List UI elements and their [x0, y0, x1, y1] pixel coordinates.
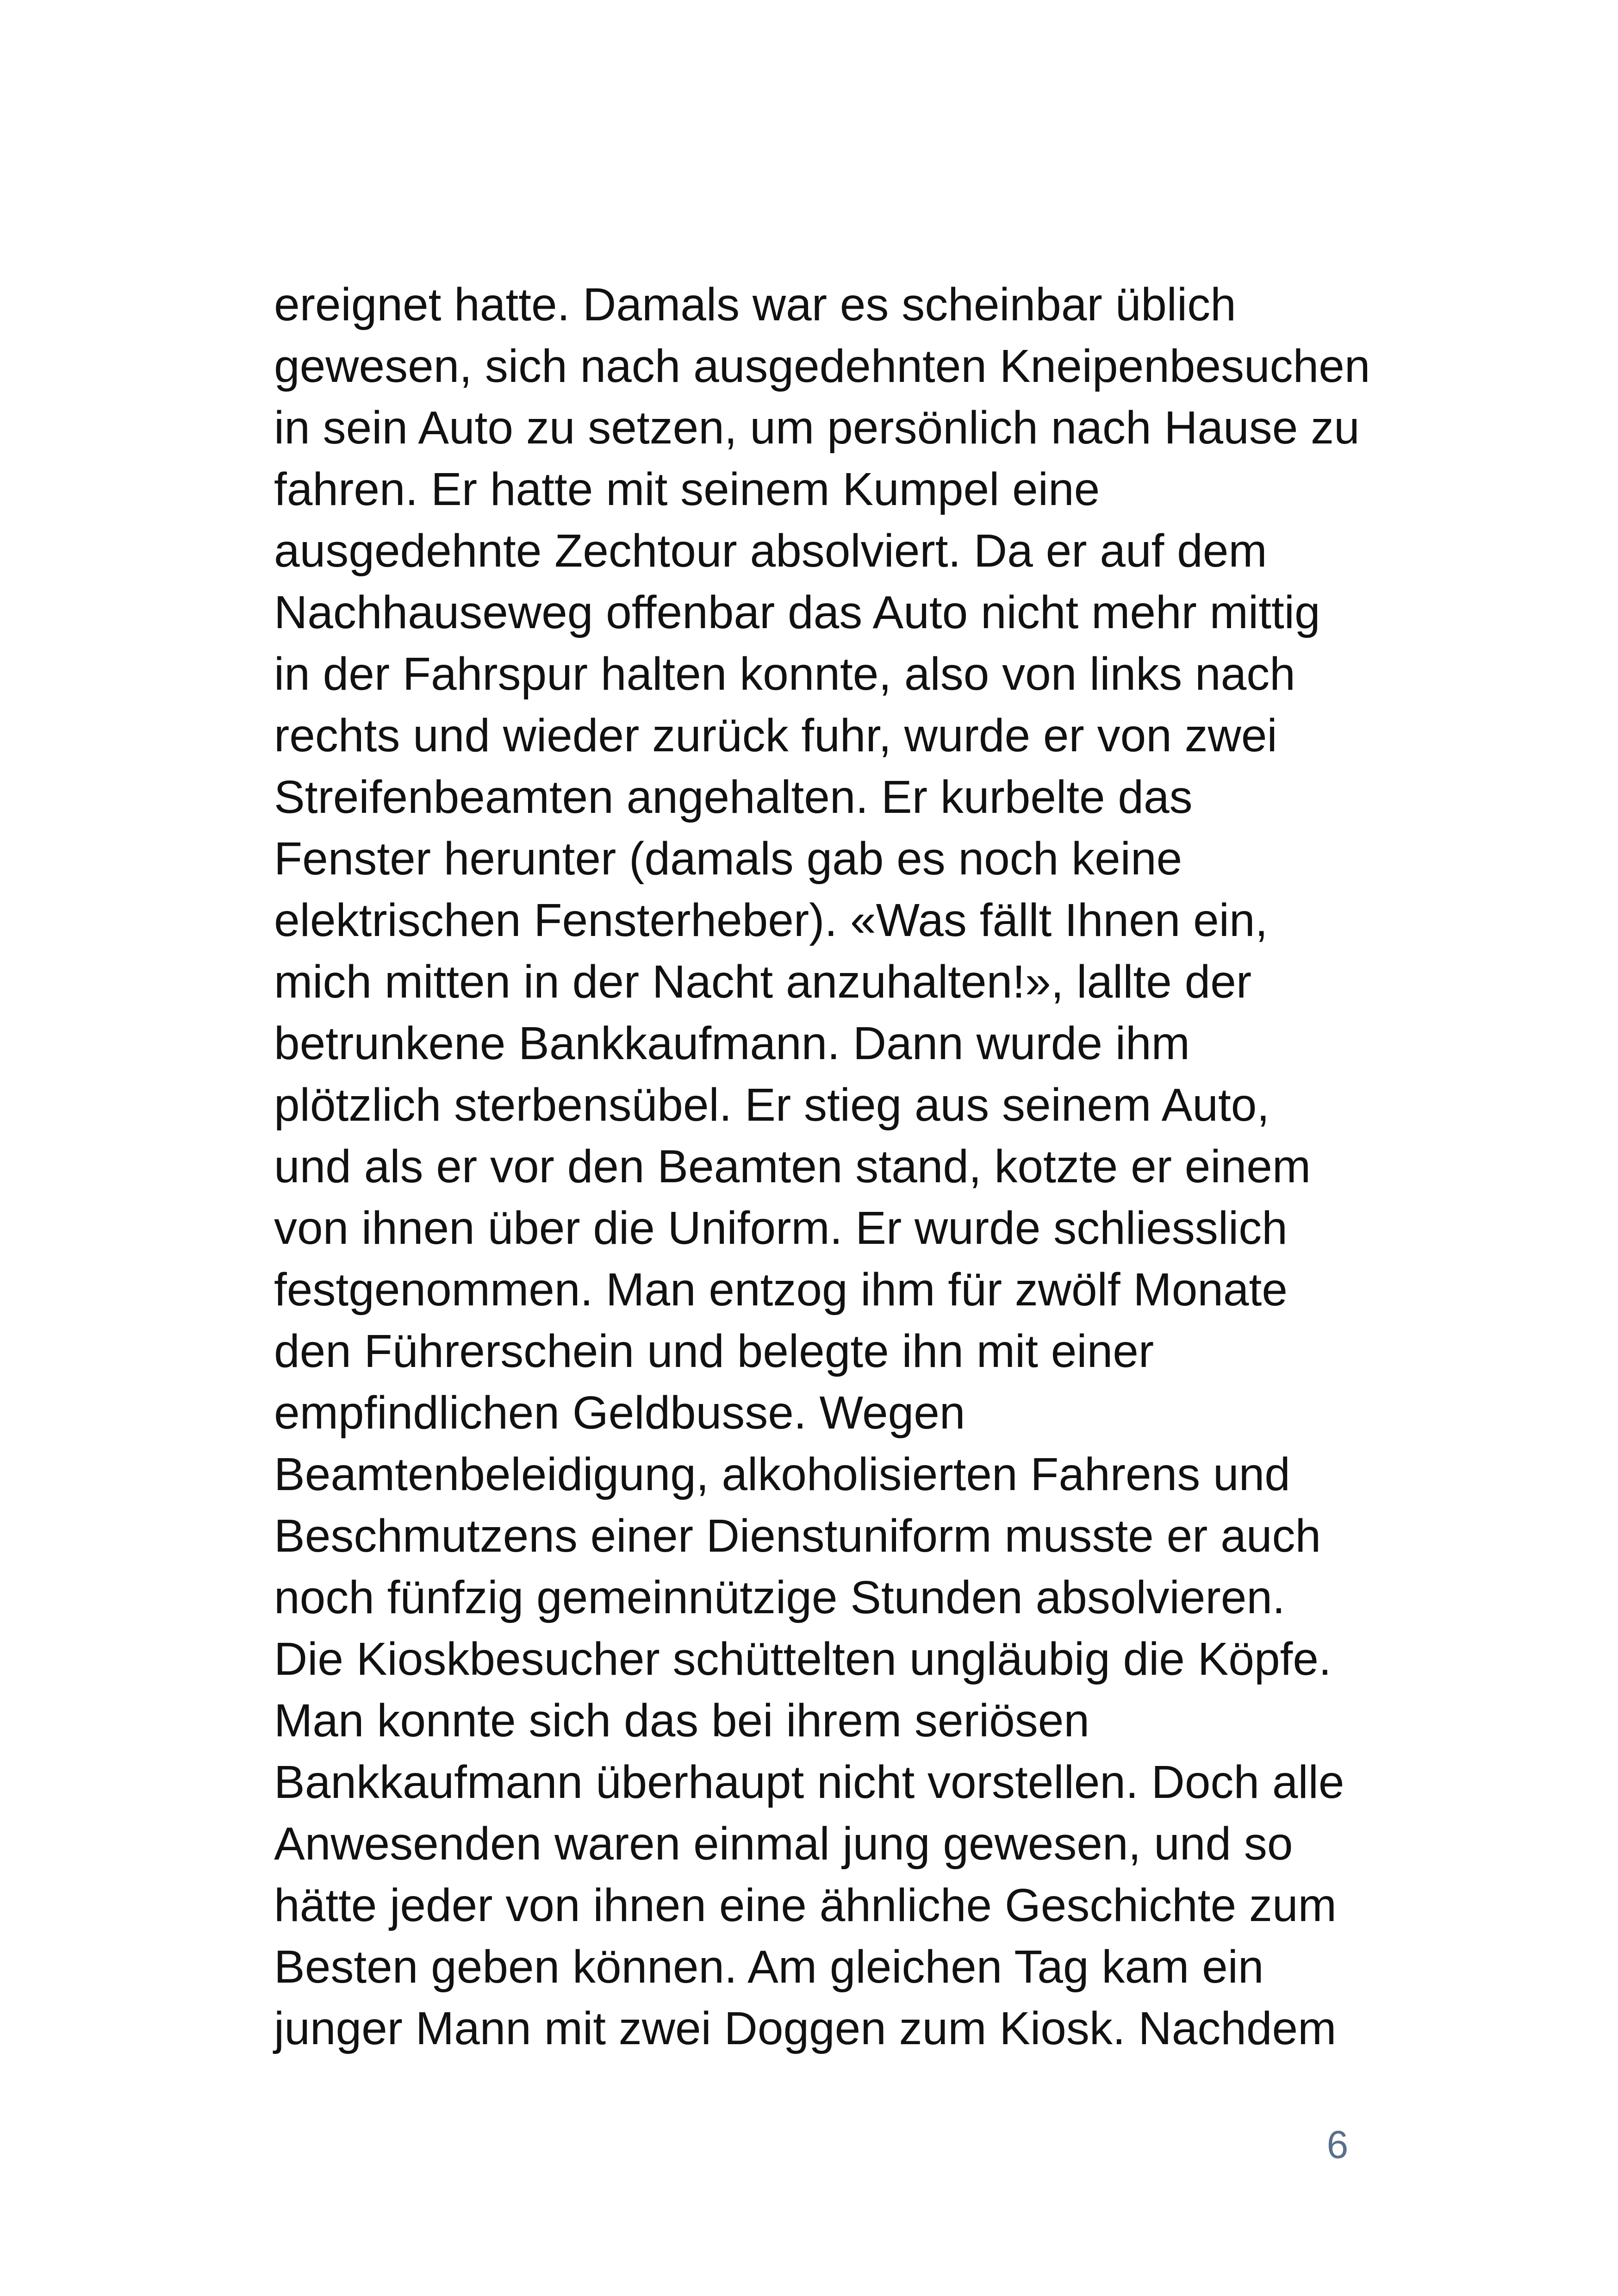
text-line: in sein Auto zu setzen, um persönlich nach Hause zu	[274, 402, 1360, 454]
text-line: Nachhauseweg offenbar das Auto nicht mehr mittig	[274, 586, 1320, 638]
text-line: festgenommen. Man entzog ihm für zwölf Monate	[274, 1264, 1288, 1316]
text-line: Beschmutzens einer Dienstuniform musste er auch	[274, 1510, 1321, 1562]
text-line: Die Kioskbesucher schüttelten ungläubig die Köpfe.	[274, 1633, 1332, 1685]
text-line: elektrischen Fensterheber). «Was fällt Ihnen ein,	[274, 894, 1268, 946]
text-line: Bankkaufmann überhaupt nicht vorstellen. Doch alle	[274, 1756, 1344, 1808]
page-number: 6	[1326, 2123, 1349, 2166]
text-line: rechts und wieder zurück fuhr, wurde er von zwei	[274, 710, 1277, 761]
text-line: ausgedehnte Zechtour absolviert. Da er auf dem	[274, 525, 1267, 577]
text-line: gewesen, sich nach ausgedehnten Kneipenbesuchen	[274, 340, 1370, 392]
text-line: junger Mann mit zwei Doggen zum Kiosk. Nachdem	[274, 2003, 1337, 2054]
text-line: noch fünfzig gemeinnützige Stunden absolvieren.	[274, 1572, 1285, 1623]
text-line: plötzlich sterbensübel. Er stieg aus seinem Auto,	[274, 1079, 1270, 1131]
text-line: Anwesenden waren einmal jung gewesen, und so	[274, 1818, 1293, 1870]
text-line: Man konnte sich das bei ihrem seriösen	[274, 1695, 1090, 1747]
text-line: mich mitten in der Nacht anzuhalten!», lallte der	[274, 956, 1252, 1008]
text-line: Streifenbeamten angehalten. Er kurbelte das	[274, 771, 1193, 823]
text-line: empfindlichen Geldbusse. Wegen	[274, 1387, 965, 1439]
text-line: betrunkene Bankkaufmann. Dann wurde ihm	[274, 1017, 1190, 1069]
text-line: den Führerschein und belegte ihn mit einer	[274, 1325, 1154, 1377]
text-line: von ihnen über die Uniform. Er wurde schliesslich	[274, 1202, 1288, 1254]
text-line: Beamtenbeleidigung, alkoholisierten Fahrens und	[274, 1448, 1290, 1500]
text-line: hätte jeder von ihnen eine ähnliche Geschichte zum	[274, 1879, 1337, 1931]
text-line: Besten geben können. Am gleichen Tag kam ein	[274, 1941, 1264, 1993]
text-line: in der Fahrspur halten konnte, also von links nach	[274, 648, 1295, 700]
text-line: und als er vor den Beamten stand, kotzte er einem	[274, 1141, 1311, 1192]
body-text	[274, 274, 1394, 2059]
text-line: Fenster herunter (damals gab es noch keine	[274, 833, 1182, 885]
text-line: fahren. Er hatte mit seinem Kumpel eine	[274, 463, 1100, 515]
text-line: ereignet hatte. Damals war es scheinbar üblich	[274, 279, 1236, 331]
